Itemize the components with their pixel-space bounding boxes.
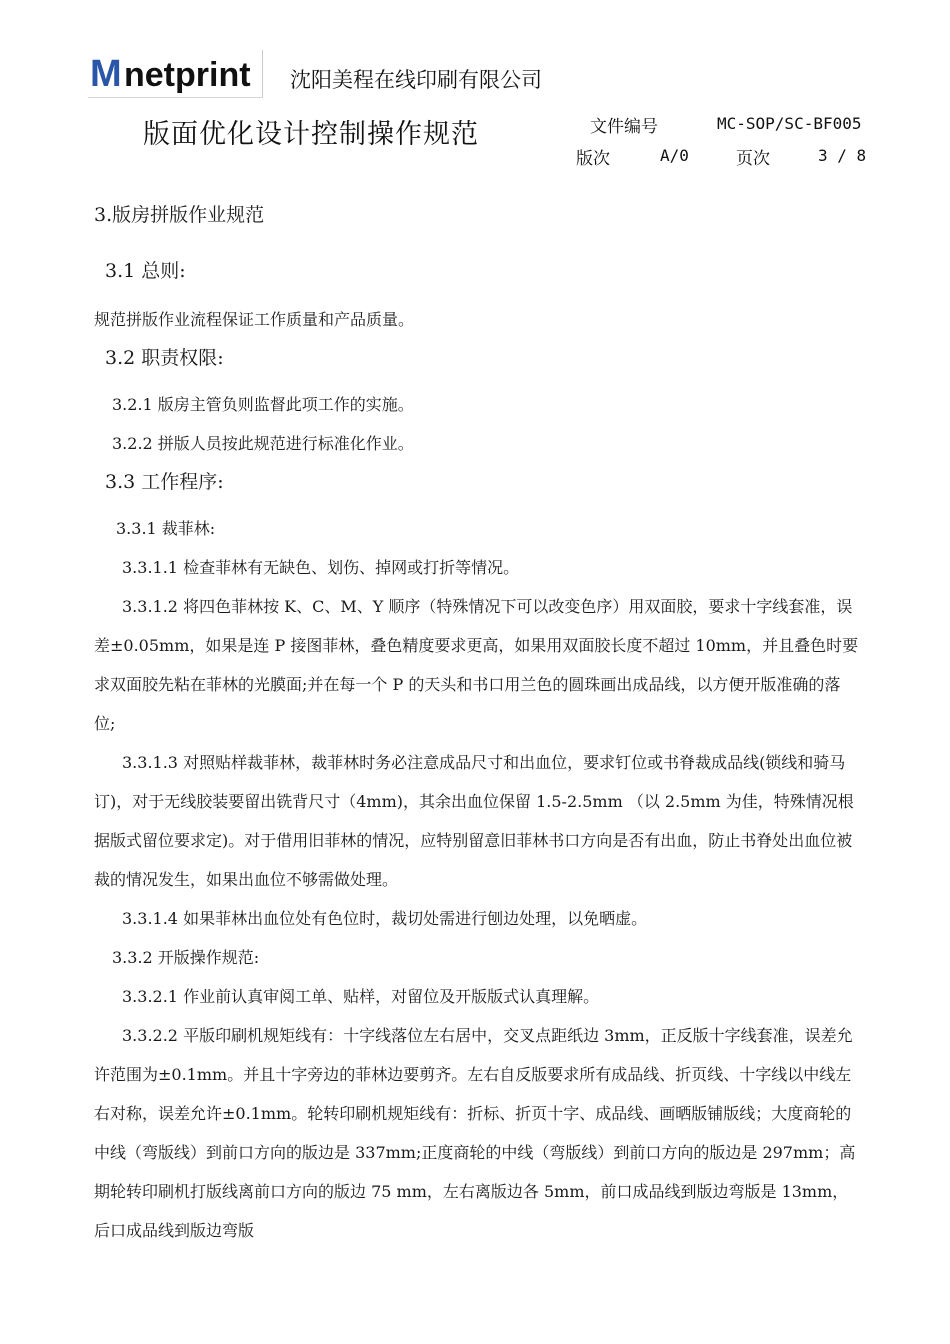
section-heading: 3.版房拼版作业规范: [94, 204, 265, 226]
version-value: A/0: [660, 146, 689, 165]
doc-number: MC-SOP/SC-BF005: [717, 114, 862, 133]
document-body: [94, 198, 859, 1250]
paragraph: 规范拼版作业流程保证工作质量和产品质量。: [94, 310, 415, 329]
svg-text:netprint: netprint: [124, 56, 251, 94]
page-number: 3 / 8: [818, 146, 867, 165]
company-logo: [88, 50, 263, 98]
doc-number-label: 文件编号: [590, 117, 658, 137]
company-name: 沈阳美程在线印刷有限公司: [290, 68, 542, 92]
paragraph: 3.3.2.2 平版印刷机规矩线有：十字线落位左右居中，交叉点距纸边 3mm，正反版十字线套准，误差允许范围为±0.1mm。并且十字旁边的菲林边要剪齐。左右自反版要求所有成品线、折页线、十字线以中线左右对称，误差允许±0.1mm。轮转印刷机规矩线有：折标、折页十字、成品线、画晒版铺版线；大度商轮的中线（弯版线）到前口方向的版边是 337mm;正度商轮的中线（弯版线）到前口方向的版边是 297mm；高期轮转印刷机打版线离前口方向的版边 75 mm，左右离版边各 5mm，前口成品线到版边弯版是 13mm，后口成品线到版边弯版: [94, 1026, 856, 1240]
document-title: 版面优化设计控制操作规范: [143, 119, 479, 150]
paragraph: 3.3.1.4 如果菲林出血位处有色位时，裁切处需进行刨边处理，以免晒虚。: [122, 909, 648, 928]
page-label: 页次: [736, 149, 770, 169]
paragraph: 3.2.2 拼版人员按此规范进行标准化作业。: [112, 434, 414, 453]
paragraph: 3.3.1.3 对照贴样裁菲林，裁菲林时务必注意成品尺寸和出血位，要求钉位或书脊裁成品线(锁线和骑马订)，对于无线胶装要留出铣背尺寸（4mm)，其余出血位保留 1.5-2.5mm （以 2.5mm 为佳，特殊情况根据版式留位要求定)。对于借用旧菲林的情况，应特别留意旧菲林书口方向是否有出血，防止书脊处出血位被裁的情况发生，如果出血位不够需做处理。: [94, 753, 854, 889]
paragraph: 3.3.2.1 作业前认真审阅工单、贴样，对留位及开版版式认真理解。: [122, 987, 600, 1006]
section-heading: 3.2 职责权限:: [105, 347, 224, 369]
paragraph: 3.3.1.1 检查菲林有无缺色、划伤、掉网或打折等情况。: [122, 558, 520, 577]
section-heading: 3.3 工作程序:: [105, 471, 224, 493]
paragraph: 3.3.1.2 将四色菲林按 K、C、M、Y 顺序（特殊情况下可以改变色序）用双面胶，要求十字线套准，误差±0.05mm，如果是连 P 接图菲林，叠色精度要求更高，如果用双面胶长度不超过 10mm，并且叠色时要求双面胶先粘在菲林的光膜面;并在每一个 P 的天头和书口用兰色的圆珠画出成品线，以方便开版准确的落位;: [94, 597, 859, 733]
paragraph: 3.3.1 裁菲林:: [116, 519, 216, 538]
svg-text:M: M: [90, 53, 122, 95]
netprint-logo-icon: [88, 50, 261, 96]
section-heading: 3.1 总则:: [105, 260, 186, 282]
paragraph: 3.2.1 版房主管负则监督此项工作的实施。: [112, 395, 414, 414]
version-label: 版次: [576, 149, 610, 169]
paragraph: 3.3.2 开版操作规范:: [112, 948, 260, 967]
